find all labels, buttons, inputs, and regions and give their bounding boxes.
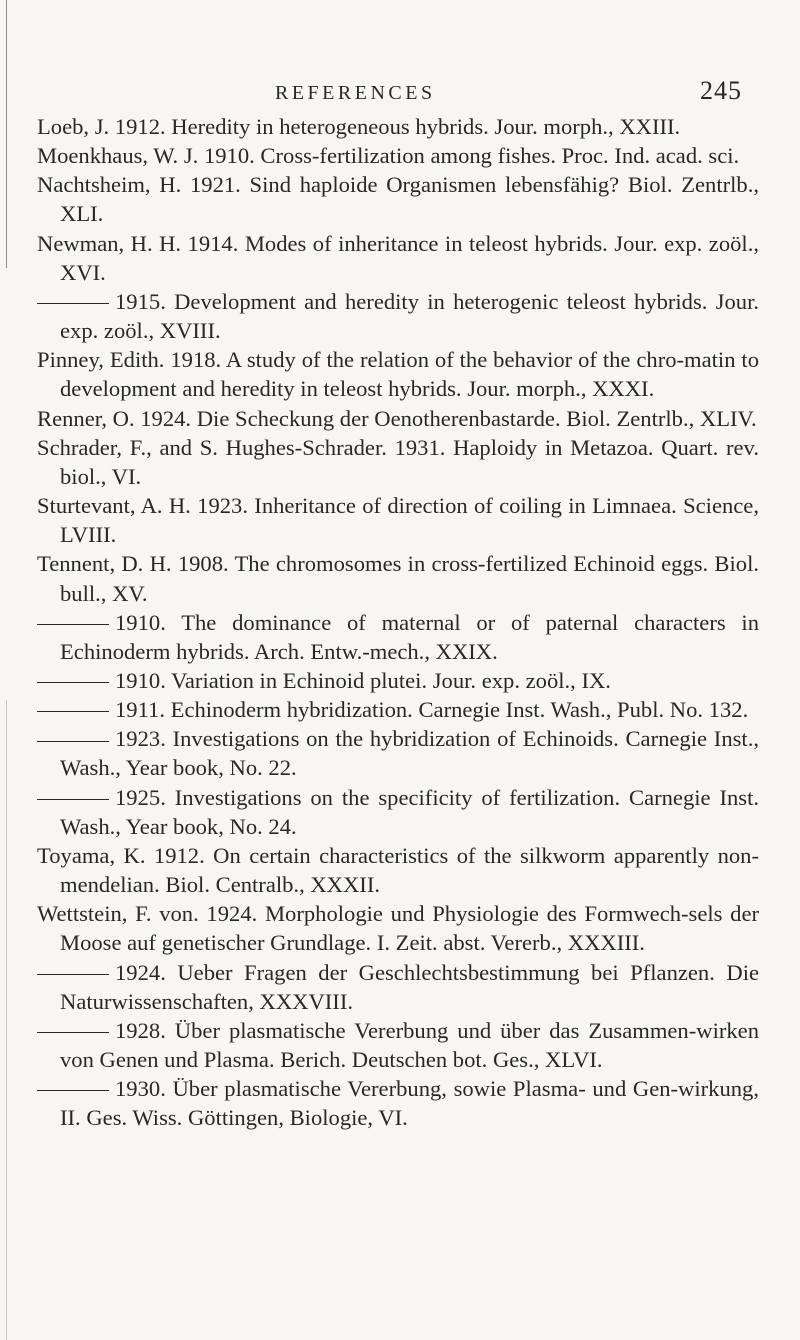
reference-text: 1923. Investigations on the hybridization of Echinoids. Carnegie Inst., Wash., Year book, No. 22. — [60, 726, 759, 781]
reference-entry — [37, 666, 759, 695]
reference-list — [37, 112, 759, 1132]
reference-entry — [37, 841, 759, 899]
reference-entry — [37, 112, 759, 141]
reference-entry — [37, 783, 759, 841]
ditto-dash — [37, 974, 109, 975]
reference-text: Schrader, F., and S. Hughes-Schrader. 1931. Haploidy in Metazoa. Quart. rev. biol., VI. — [37, 434, 759, 489]
reference-entry — [37, 345, 759, 403]
reference-entry — [37, 170, 759, 228]
reference-entry — [37, 404, 759, 433]
reference-text: Moenkhaus, W. J. 1910. Cross-fertilization among fishes. Proc. Ind. acad. sci. — [37, 143, 740, 169]
reference-text: 1930. Über plasmatische Vererbung, sowie Plasma- und Gen-wirkung, II. Ges. Wiss. Göttingen, Biologie, VI. — [60, 1076, 759, 1131]
reference-entry — [37, 724, 759, 782]
page-edge-line — [6, 700, 7, 1340]
running-header — [0, 70, 800, 110]
reference-entry — [37, 1074, 759, 1132]
ditto-dash — [37, 303, 109, 304]
page-edge-line — [6, 0, 7, 268]
reference-text: 1911. Echinoderm hybridization. Carnegie Inst. Wash., Publ. No. 132. — [115, 697, 749, 723]
reference-entry — [37, 491, 759, 549]
ditto-dash — [37, 711, 109, 712]
reference-text: 1915. Development and heredity in heterogenic teleost hybrids. Jour. exp. zoöl., XVIII. — [60, 288, 759, 344]
reference-text: Wettstein, F. von. 1924. Morphologie und Physiologie des Formwech-sels der Moose auf genetischer Grundlage. I. Zeit. abst. Vererb., XXXIII. — [37, 901, 759, 956]
reference-entry — [37, 141, 759, 170]
reference-entry — [37, 229, 759, 287]
reference-text: Renner, O. 1924. Die Scheckung der Oenotherenbastarde. Biol. Zentrlb., XLIV. — [37, 405, 757, 431]
reference-text: Loeb, J. 1912. Heredity in heterogeneous hybrids. Jour. morph., XXIII. — [37, 114, 681, 139]
reference-entry — [37, 433, 759, 491]
page-number: 245 — [700, 76, 742, 105]
ditto-dash — [37, 682, 109, 683]
ditto-dash — [37, 799, 109, 800]
reference-text: Sturtevant, A. H. 1923. Inheritance of direction of coiling in Limnaea. Science, LVIII. — [37, 493, 759, 548]
reference-text: 1910. Variation in Echinoid plutei. Jour. exp. zoöl., IX. — [115, 667, 611, 693]
reference-entry — [37, 899, 759, 957]
reference-text: 1925. Investigations on the specificity of fertilization. Carnegie Inst. Wash., Year book, No. 24. — [60, 784, 759, 839]
reference-entry — [37, 287, 759, 345]
reference-text: Pinney, Edith. 1918. A study of the relation of the behavior of the chro-matin to development and heredity in teleost hybrids. Jour. morph., XXXI. — [37, 347, 759, 402]
reference-text: 1924. Ueber Fragen der Geschlechtsbestimmung bei Pflanzen. Die Naturwissenschaften, XXXVIII. — [60, 959, 759, 1014]
reference-text: 1910. The dominance of maternal or of paternal characters in Echinoderm hybrids. Arch. Entw.-mech., XXIX. — [60, 609, 759, 664]
reference-entry — [37, 549, 759, 607]
reference-entry — [37, 1016, 759, 1074]
reference-text: Newman, H. H. 1914. Modes of inheritance in teleost hybrids. Jour. exp. zoöl., XVI. — [37, 230, 759, 285]
running-head-title: REFERENCES — [275, 82, 436, 104]
reference-text: Toyama, K. 1912. On certain characteristics of the silkworm apparently non-mendelian. Biol. Centralb., XXXII. — [37, 842, 759, 898]
reference-text: Tennent, D. H. 1908. The chromosomes in cross-fertilized Echinoid eggs. Biol. bull., XV. — [37, 551, 759, 606]
reference-text: Nachtsheim, H. 1921. Sind haploide Organismen lebensfähig? Biol. Zentrlb., XLI. — [37, 172, 759, 227]
reference-entry — [37, 695, 759, 724]
ditto-dash — [37, 624, 109, 625]
ditto-dash — [37, 1032, 109, 1033]
ditto-dash — [37, 741, 109, 742]
ditto-dash — [37, 1090, 109, 1091]
reference-entry — [37, 958, 759, 1016]
reference-entry — [37, 608, 759, 666]
reference-text: 1928. Über plasmatische Vererbung und über das Zusammen-wirken von Genen und Plasma. Berich. Deutschen bot. Ges., XLVI. — [60, 1017, 759, 1072]
